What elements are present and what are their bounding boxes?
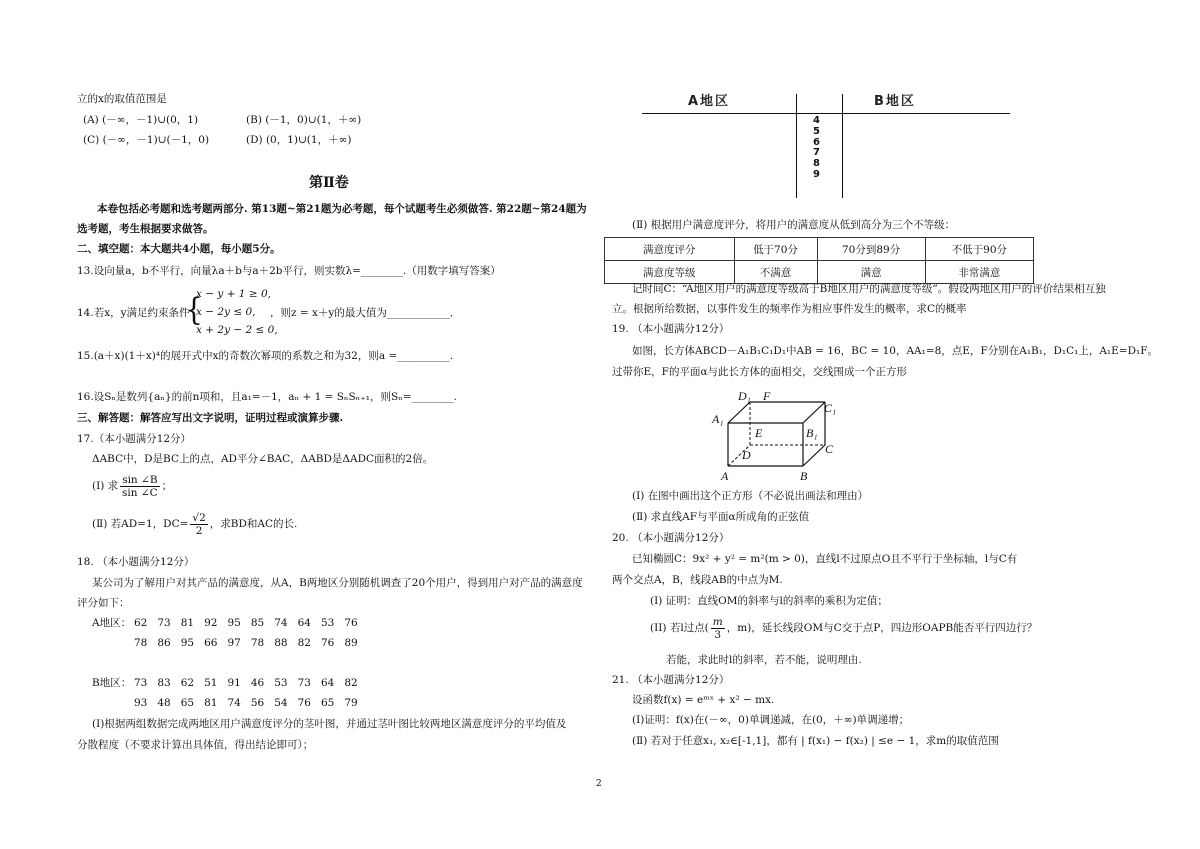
table-cell: 满意	[817, 261, 925, 284]
stem-header-a: A地区	[688, 94, 731, 109]
q18-event-line2: 立。根据所给数据，以事件发生的频率作为相应事件发生的概率，求C的概率	[612, 303, 967, 315]
q19-part1: (Ⅰ) 在图中画出这个正方形（不必说出画法和理由）	[632, 490, 869, 502]
q18-part1-line2: 分散程度（不要求计算出具体值，得出结论即可）；	[77, 739, 314, 751]
q18-event-line1: 记时间C：“A地区用户的满意度等级高于B地区用户的满意度等级”。假设两地区用户的评价结果相互独	[632, 283, 1106, 295]
fraction-numerator: sin ∠B	[122, 474, 158, 486]
question-14-prefix: 14.若x，y满足约束条件	[77, 307, 190, 319]
fraction-numerator: m	[712, 616, 723, 628]
stem: 5	[813, 125, 820, 137]
option-d: (D) (0，1)∪(1，＋∞)	[246, 134, 352, 146]
q20-text-line1: 已知椭圆C：9x² + y² = m²(m > 0)，直线l不过原点O且不平行于坐标轴，l与C有	[632, 553, 1018, 565]
satisfaction-table	[604, 237, 1034, 284]
stem-plot-header-line	[642, 113, 1010, 114]
q20-part1: (I) 证明：直线OM的斜率与l的斜率的乘积为定值；	[650, 595, 888, 607]
q18-part2: (Ⅱ) 根据用户满意度评分，将用户的满意度从低到高分为三个不等级：	[632, 219, 956, 231]
a-region-row2: 78 86 95 66 97 78 88 82 76 89	[134, 637, 358, 649]
b-region-label: B地区：	[92, 677, 132, 689]
q19-part2: (Ⅱ) 求直线AF与平面α所成角的正弦值	[632, 511, 810, 523]
page-number: 2	[596, 779, 602, 789]
label-b: B	[800, 469, 808, 483]
label-c1: C₁	[824, 401, 837, 415]
stem-header-b: B地区	[874, 94, 916, 109]
q14-condition-2: x − 2y ≤ 0,	[196, 306, 256, 318]
q17-part2-suffix: ，求BD和AC的长.	[209, 518, 298, 531]
q17-part1-fraction	[120, 474, 159, 499]
fraction-numerator: √2	[192, 512, 206, 524]
edge-b1-c1	[803, 402, 825, 423]
table-row	[605, 261, 1034, 284]
fraction-denominator: 2	[195, 525, 203, 538]
table-row	[605, 238, 1034, 261]
stem: 8	[813, 158, 820, 170]
fraction-denominator: 3	[714, 629, 722, 642]
label-d: D	[742, 448, 751, 462]
stem-values	[813, 116, 820, 181]
table-cell: 非常满意	[925, 261, 1033, 284]
q17-part2	[92, 512, 297, 537]
question-14-suffix: ，则z = x＋y的最大值为____________．	[270, 307, 461, 319]
q21-text: 设函数f(x) = eᵐˣ + x² − mx.	[632, 694, 775, 706]
a-region-row1: 62 73 81 92 95 85 74 64 53 76	[134, 617, 358, 629]
q20-part2-suffix: ，m)，延长线段OM与C交于点P，四边形OAPB能否平行四边行？	[726, 622, 1038, 635]
fill-in-heading: 二、填空题：本大题共4小题，每小题5分。	[77, 243, 281, 255]
option-c: (C) (－∞，－1)∪(－1，0)	[83, 134, 210, 146]
q17-text: ΔABC中，D是BC上的点，AD平分∠BAC，ΔABD是ΔADC面积的2倍。	[92, 453, 434, 465]
q17-title: 17.（本小题满分12分）	[77, 433, 192, 445]
stem: 7	[813, 147, 820, 159]
stem-plot-left-divider	[796, 94, 797, 198]
q17-part1-label: (Ⅰ) 求	[92, 480, 119, 493]
table-cell: 满意度评分	[605, 238, 735, 261]
fraction-denominator: sin ∠C	[122, 487, 158, 500]
q18-part1-line1: (Ⅰ)根据两组数据完成两地区用户满意度评分的茎叶图，并通过茎叶图比较两地区满意度评分的平均值及	[92, 718, 567, 730]
label-a: A	[721, 469, 729, 483]
table-cell: 不低于90分	[925, 238, 1033, 261]
label-a1: A₁	[712, 412, 724, 426]
q21-title: 21. （本小题满分12分）	[612, 674, 730, 686]
q19-text-line1: 如图，长方体ABCD－A₁B₁C₁D₁中AB = 16，BC = 10，AA₁=8，点E，F分别在A₁B₁，D₁C₁上，A₁E=D₁F。	[632, 345, 1159, 357]
q18-text-line1: 某公司为了解用户对其产品的满意度，从A，B两地区分别随机调查了20个用户，得到用户对产品的满意度	[92, 577, 583, 589]
q19-text-line2: 过带你E，F的平面α与此长方体的面相交，交线围成一个正方形	[612, 366, 908, 378]
b-region-row2: 93 48 65 81 74 56 54 76 65 79	[134, 697, 358, 709]
table-cell: 低于70分	[734, 238, 817, 261]
section-intro-line2: 选考题，考生根据要求做答。	[77, 223, 214, 235]
edge-a1-d1	[728, 402, 750, 423]
q20-part2-line2: 若能，求此时l的斜率，若不能，说明理由.	[666, 654, 862, 666]
table-cell: 不满意	[734, 261, 817, 284]
question-16: 16.设Sₙ是数列{aₙ}的前n项和，且a₁=－1，aₙ + 1 = SₙSₙ₊₁，则Sₙ=________.	[77, 391, 457, 403]
edge-b-c	[803, 445, 825, 466]
q20-part2	[650, 616, 1037, 641]
q14-condition-1: x − y + 1 ≥ 0,	[196, 288, 271, 300]
b-region-row1: 73 83 62 51 91 46 53 73 64 82	[134, 677, 358, 689]
section-intro-line1: 本卷包括必考题和选考题两部分. 第13题~第21题为必考题，每个试题考生必须做答. 第22题~第24题为	[97, 203, 587, 215]
q20-part2-prefix: (II) 若l过点(	[650, 622, 709, 635]
cuboid-figure	[700, 388, 850, 488]
option-b: (B) (－1，0)∪(1，＋∞)	[246, 114, 362, 126]
question-13: 13.设向量a，b不平行，向量λa＋b与a＋2b平行，则实数λ=________.（用数字填写答案）	[77, 265, 501, 277]
q17-part2-fraction	[190, 512, 207, 537]
q17-part1-end: ；	[161, 480, 173, 493]
q14-condition-3: x + 2y − 2 ≤ 0,	[196, 324, 278, 336]
stem: 4	[813, 115, 820, 126]
label-e: E	[755, 426, 763, 440]
option-a: (A) (－∞，－1)∪(0，1)	[83, 114, 199, 126]
q18-title: 18. （本小题满分12分）	[77, 556, 195, 568]
q18-text-line2: 评分如下：	[77, 597, 130, 609]
q21-part1: (Ⅰ)证明：f(x)在(－∞，0)单调递减，在(0，＋∞)单调递增；	[632, 714, 910, 726]
stem: 9	[813, 168, 820, 180]
brace: {	[185, 291, 203, 328]
q19-title: 19. （本小题满分12分）	[612, 323, 730, 335]
label-d1: D₁	[738, 389, 751, 403]
question-15: 15.(a＋x)(1＋x)⁴的展开式中x的奇数次幂项的系数之和为32，则a =__________.	[77, 350, 454, 362]
label-f: F	[763, 389, 771, 403]
table-cell: 70分到89分	[817, 238, 925, 261]
q17-part2-prefix: (Ⅱ) 若AD=1，DC=	[92, 518, 189, 531]
table-cell: 满意度等级	[605, 261, 735, 284]
answer-heading: 三、解答题：解答应写出文字说明，证明过程或演算步骤.	[77, 412, 344, 424]
q17-part1	[92, 474, 172, 499]
q20-title: 20. （本小题满分12分）	[612, 532, 730, 544]
q21-part2: (Ⅱ) 若对于任意x₁, x₂∈[-1,1]，都有 | f(x₁) − f(x₂) | ≤e − 1，求m的取值范围	[632, 735, 999, 747]
a-region-label: A地区：	[92, 617, 132, 629]
prev-question-continuation: 立的x的取值范围是	[77, 93, 167, 105]
section-title: 第Ⅱ卷	[309, 175, 349, 191]
stem: 6	[813, 136, 820, 148]
stem-plot-right-divider	[842, 94, 843, 198]
q20-part2-fraction	[711, 616, 725, 641]
label-c: C	[825, 442, 834, 456]
label-b1: B₁	[806, 426, 818, 440]
q20-text-line2: 两个交点A，B，线段AB的中点为M.	[612, 574, 783, 586]
